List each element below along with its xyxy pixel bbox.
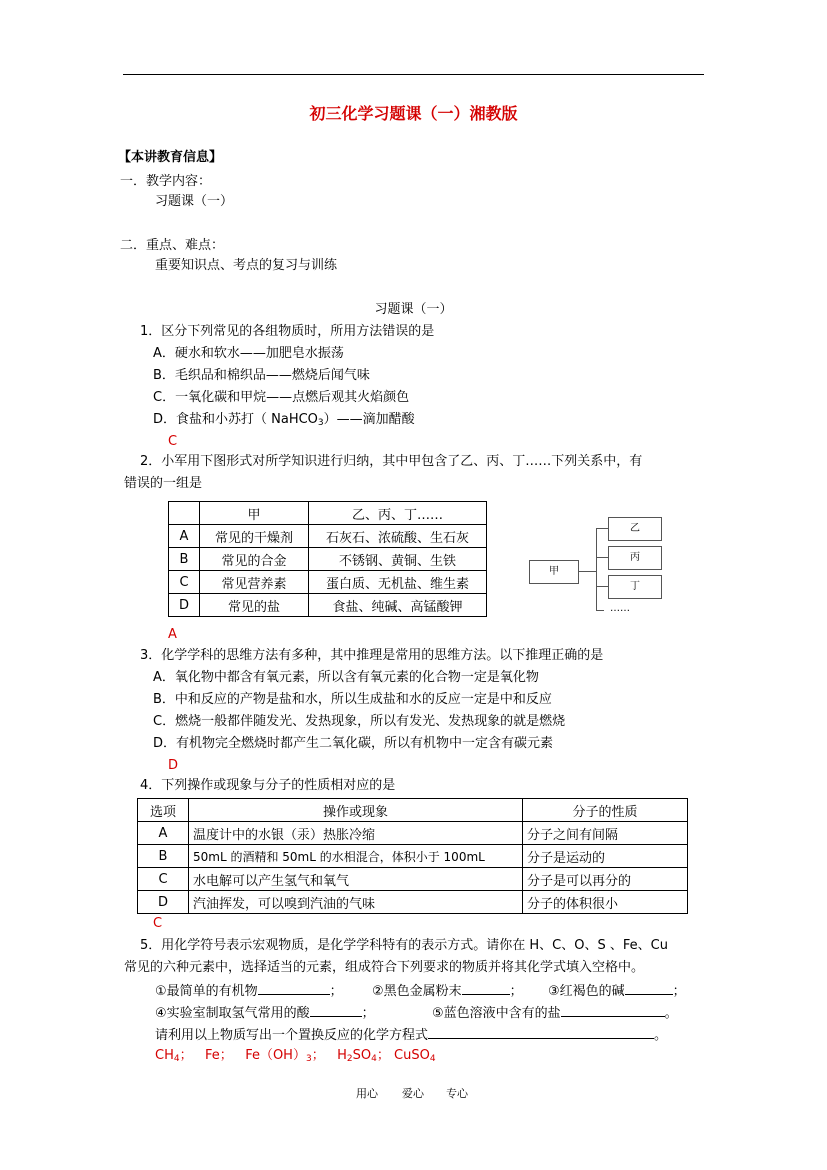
q4-answer: C — [153, 916, 163, 931]
footer-text-1: 用心 — [356, 1087, 378, 1100]
table-cell: 选项 — [138, 799, 189, 822]
q3-option-a: A．氧化物中都含有氧元素，所以含有氧元素的化合物一定是氧化物 — [153, 670, 539, 685]
diagram-connector — [596, 557, 608, 558]
table-cell: 不锈钢、黄铜、生铁 — [309, 548, 487, 571]
diagram-branch-box: 丁 — [608, 575, 662, 599]
table-row — [138, 822, 688, 845]
diagram-ellipsis: …… — [610, 603, 630, 614]
table-cell: A — [169, 525, 200, 548]
q5-item-2: ②黑色金属粉末 ； — [372, 980, 523, 1002]
table-cell: 分子是运动的 — [523, 845, 688, 868]
top-rule — [123, 74, 704, 75]
table-header-row — [138, 799, 688, 822]
answer-blank[interactable] — [310, 1002, 362, 1017]
q5-answer: $CH_4$； Fe； $Fe(OH)_3$； $H_2SO_4$； CuSO$_4$ — [155, 1048, 436, 1064]
table-cell: 石灰石、浓硫酸、生石灰 — [309, 525, 487, 548]
table-row — [138, 891, 688, 914]
q1-option-b: B．毛织品和棉织品——燃烧后闻气味 — [153, 368, 370, 383]
q3-answer: D — [168, 758, 179, 773]
table-cell — [169, 502, 200, 525]
table-cell: 常见的盐 — [200, 594, 309, 617]
q3-option-d: D．有机物完全燃烧时都产生二氧化碳，所以有机物中一定含有碳元素 — [153, 736, 554, 751]
table-cell: A — [138, 822, 189, 845]
table-cell: 常见的合金 — [200, 548, 309, 571]
answer-blank[interactable] — [428, 1024, 654, 1039]
table-row — [169, 571, 487, 594]
table-row — [169, 594, 487, 617]
diagram-connector — [578, 571, 596, 572]
table-cell: 操作或现象 — [189, 799, 523, 822]
table-cell: D — [138, 891, 189, 914]
q3-option-c: C．燃烧一般都伴随发光、发热现象，所以有发光、发热现象的就是燃烧 — [153, 714, 566, 729]
subtitle: 习题课（一） — [374, 302, 453, 317]
answer-blank[interactable] — [625, 980, 673, 995]
diagram-branch-box: 丙 — [608, 546, 662, 570]
table-cell: B — [169, 548, 200, 571]
q5-item-3: ③红褐色的碱 ； — [548, 980, 686, 1002]
table-cell: C — [138, 868, 189, 891]
table-cell: D — [169, 594, 200, 617]
q1-stem: 1．区分下列常见的各组物质时，所用方法错误的是 — [140, 324, 435, 339]
table-row — [169, 525, 487, 548]
q5-item-1: ①最简单的有机物 ； — [155, 980, 343, 1002]
q5-stem-line2: 常见的六种元素中，选择适当的元素，组成符合下列要求的物质并将其化学式填入空格中。 — [124, 960, 645, 975]
table-cell: 分子的性质 — [523, 799, 688, 822]
table-cell: 分子是可以再分的 — [523, 868, 688, 891]
section2-label: 二．重点、难点： — [120, 238, 225, 253]
q4-table — [137, 798, 688, 914]
q5-stem-line1: 5．用化学符号表示宏观物质，是化学学科特有的表示方式。请你在 H、C、O、S 、Fe、Cu — [140, 938, 668, 953]
footer-text-2: 爱心 — [402, 1087, 424, 1100]
table-cell: C — [169, 571, 200, 594]
q1-option-a: A．硬水和软水——加肥皂水振荡 — [153, 346, 344, 361]
q2-stem-line2: 错误的一组是 — [124, 476, 203, 491]
table-row — [138, 868, 688, 891]
q3-stem: 3．化学学科的思维方法有多种，其中推理是常用的思维方法。以下推理正确的是 — [140, 648, 604, 663]
answer-blank[interactable] — [462, 980, 510, 995]
q5-equation-prompt: 请利用以上物质写出一个置换反应的化学方程式 。 — [155, 1024, 667, 1046]
table-cell: 常见营养素 — [200, 571, 309, 594]
q4-stem: 4．下列操作或现象与分子的性质相对应的是 — [140, 778, 396, 793]
table-cell: 分子之间有间隔 — [523, 822, 688, 845]
answer-blank[interactable] — [561, 1002, 665, 1017]
table-cell: B — [138, 845, 189, 868]
diagram-connector — [596, 528, 608, 529]
diagram-connector — [596, 528, 597, 610]
diagram-connector — [596, 586, 608, 587]
q2-answer: A — [168, 627, 177, 642]
q5-item-4: ④实验室制取氢气常用的酸 ； — [155, 1002, 375, 1024]
footer-text-3: 专心 — [446, 1087, 468, 1100]
q2-table — [168, 501, 487, 617]
q1-option-d: D．食盐和小苏打（ NaHCO$_3$）——滴加醋酸 — [153, 412, 415, 428]
q2-stem-line1: 2．小军用下图形式对所学知识进行归纳，其中甲包含了乙、丙、丁……下列关系中，有 — [140, 454, 643, 469]
answer-blank[interactable] — [258, 980, 330, 995]
table-cell: 甲 — [200, 502, 309, 525]
diagram-connector — [596, 610, 604, 611]
q1-answer: C — [168, 434, 178, 449]
section-header: 【本讲教育信息】 — [118, 150, 223, 165]
section1-content: 习题课（一） — [155, 194, 234, 209]
table-row — [169, 548, 487, 571]
table-cell: 水电解可以产生氢气和氧气 — [189, 868, 523, 891]
section1-label: 一．教学内容： — [120, 174, 212, 189]
table-cell: 食盐、纯碱、高锰酸钾 — [309, 594, 487, 617]
diagram-branch-box: 乙 — [608, 517, 662, 541]
table-header-row — [169, 502, 487, 525]
table-row — [138, 845, 688, 868]
q5-item-5: ⑤蓝色溶液中含有的盐 。 — [432, 1002, 678, 1024]
table-cell: 温度计中的水银（汞）热胀冷缩 — [189, 822, 523, 845]
q1-option-c: C．一氧化碳和甲烷——点燃后观其火焰颜色 — [153, 390, 410, 405]
table-cell: 常见的干燥剂 — [200, 525, 309, 548]
table-cell: 蛋白质、无机盐、维生素 — [309, 571, 487, 594]
document-title: 初三化学习题课（一）湘教版 — [309, 104, 518, 123]
table-cell: 分子的体积很小 — [523, 891, 688, 914]
q3-option-b: B．中和反应的产物是盐和水，所以生成盐和水的反应一定是中和反应 — [153, 692, 552, 707]
section2-content: 重要知识点、考点的复习与训练 — [155, 258, 338, 273]
table-cell: 汽油挥发，可以嗅到汽油的气味 — [189, 891, 523, 914]
table-cell: 乙、丙、丁…… — [309, 502, 487, 525]
table-cell: 50mL 的酒精和 50mL 的水相混合，体积小于 100mL — [189, 845, 523, 868]
diagram-root-box: 甲 — [529, 560, 579, 584]
